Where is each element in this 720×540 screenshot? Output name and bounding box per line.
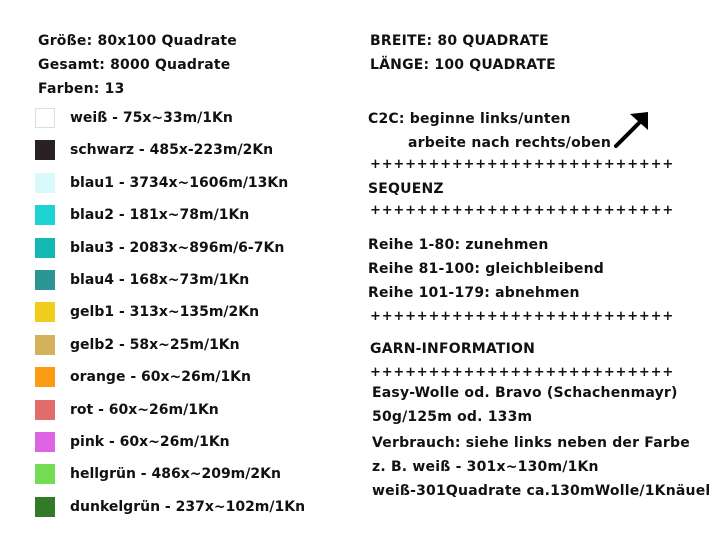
width-info: BREITE: 80 QUADRATE xyxy=(370,33,549,49)
sequence-title: SEQUENZ xyxy=(368,181,444,197)
color-swatch xyxy=(35,270,55,290)
color-label: blau3 - 2083x~896m/6-7Kn xyxy=(70,240,285,256)
yarn-line-5: weiß-301Quadrate ca.130mWolle/1Knäuel xyxy=(372,483,711,499)
color-swatch xyxy=(35,205,55,225)
color-swatch xyxy=(35,140,55,160)
yarn-title: GARN-INFORMATION xyxy=(370,341,536,357)
color-label: orange - 60x~26m/1Kn xyxy=(70,369,251,385)
sequence-row-1: Reihe 1-80: zunehmen xyxy=(368,237,549,253)
arrow-up-right-icon xyxy=(610,108,654,152)
total-info: Gesamt: 8000 Quadrate xyxy=(38,57,231,73)
color-swatch xyxy=(35,400,55,420)
yarn-line-3: Verbrauch: siehe links neben der Farbe xyxy=(372,435,690,451)
color-swatch xyxy=(35,173,55,193)
color-swatch xyxy=(35,238,55,258)
color-swatch xyxy=(35,432,55,452)
color-label: blau2 - 181x~78m/1Kn xyxy=(70,207,250,223)
color-label: gelb1 - 313x~135m/2Kn xyxy=(70,304,260,320)
c2c-line-1: C2C: beginne links/unten xyxy=(368,111,571,127)
sequence-row-3: Reihe 101-179: abnehmen xyxy=(368,285,580,301)
color-swatch xyxy=(35,497,55,517)
color-swatch xyxy=(35,367,55,387)
c2c-line-2: arbeite nach rechts/oben xyxy=(408,135,611,151)
color-swatch xyxy=(35,108,55,128)
divider-1: ++++++++++++++++++++++++++ xyxy=(370,157,675,172)
color-label: pink - 60x~26m/1Kn xyxy=(70,434,230,450)
color-swatch xyxy=(35,302,55,322)
size-info: Größe: 80x100 Quadrate xyxy=(38,33,237,49)
divider-3: ++++++++++++++++++++++++++ xyxy=(370,309,675,324)
color-swatch xyxy=(35,464,55,484)
color-label: gelb2 - 58x~25m/1Kn xyxy=(70,337,240,353)
color-label: dunkelgrün - 237x~102m/1Kn xyxy=(70,499,306,515)
color-label: weiß - 75x~33m/1Kn xyxy=(70,110,233,126)
yarn-line-4: z. B. weiß - 301x~130m/1Kn xyxy=(372,459,599,475)
color-label: schwarz - 485x-223m/2Kn xyxy=(70,142,274,158)
yarn-line-2: 50g/125m od. 133m xyxy=(372,409,533,425)
color-count: Farben: 13 xyxy=(38,81,125,97)
color-swatch xyxy=(35,335,55,355)
color-label: hellgrün - 486x~209m/2Kn xyxy=(70,466,281,482)
color-label: blau4 - 168x~73m/1Kn xyxy=(70,272,250,288)
color-label: rot - 60x~26m/1Kn xyxy=(70,402,219,418)
yarn-line-1: Easy-Wolle od. Bravo (Schachenmayr) xyxy=(372,385,678,401)
instructions-column xyxy=(360,0,720,540)
length-info: LÄNGE: 100 QUADRATE xyxy=(370,57,556,73)
divider-4: ++++++++++++++++++++++++++ xyxy=(370,365,675,380)
divider-2: ++++++++++++++++++++++++++ xyxy=(370,203,675,218)
sequence-row-2: Reihe 81-100: gleichbleibend xyxy=(368,261,604,277)
color-label: blau1 - 3734x~1606m/13Kn xyxy=(70,175,289,191)
